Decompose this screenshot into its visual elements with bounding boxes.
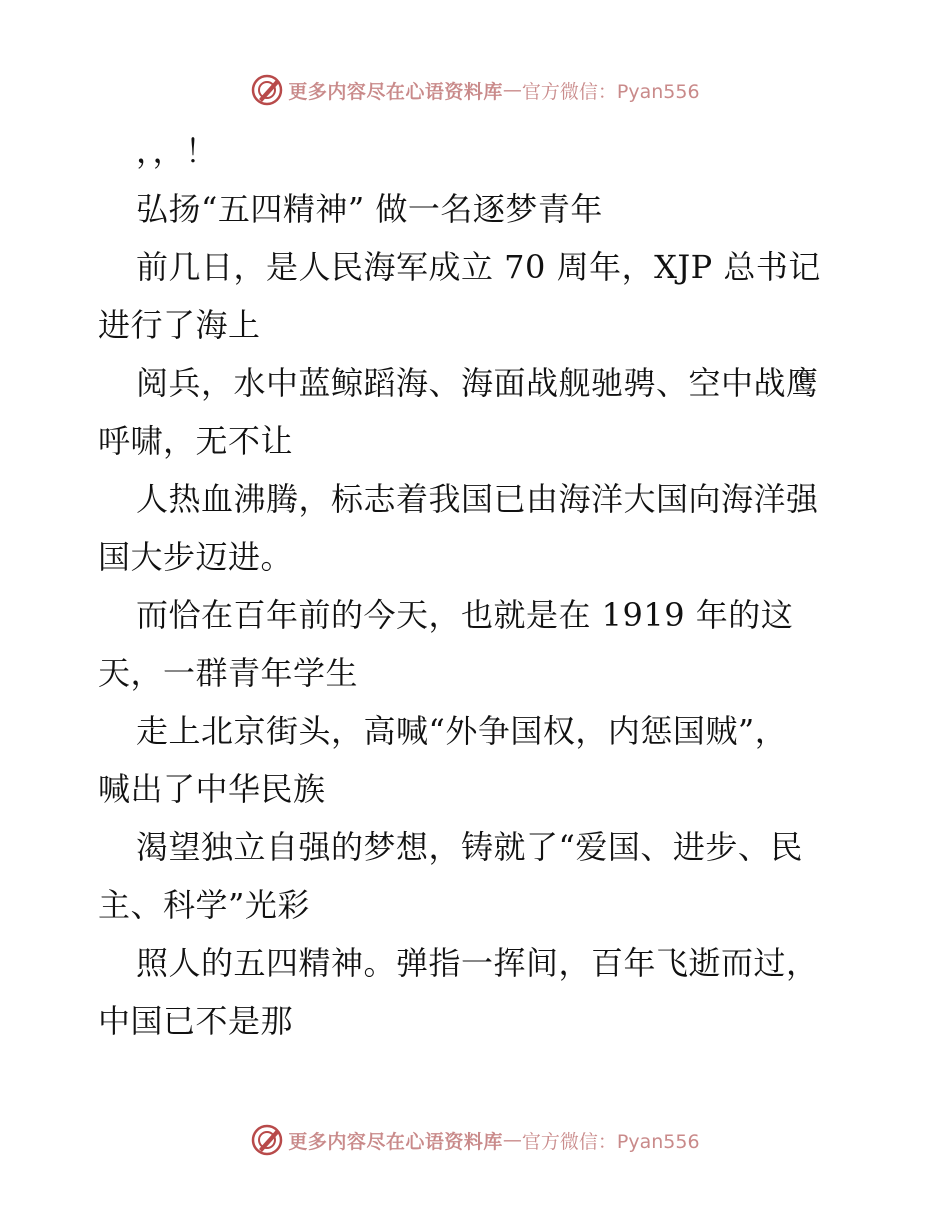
text-line: 阅兵，水中蓝鲸蹈海、海面战舰驰骋、空中战鹰 <box>136 364 819 402</box>
text-line: 呼啸，无不让 <box>98 422 294 460</box>
text-line: 渴望独立自强的梦想，铸就了“爱国、进步、民 <box>136 828 803 866</box>
header-banner <box>0 70 950 110</box>
text-line: 国大步迈进。 <box>98 538 294 576</box>
text-line: 喊出了中华民族 <box>98 770 326 808</box>
article-title: 弘扬“五四精神” 做一名逐梦青年 <box>136 190 603 228</box>
banner-wechat: 官方微信：Pyan556 <box>521 80 700 103</box>
pen-logo-icon <box>250 73 284 107</box>
text-line: 进行了海上 <box>98 306 261 344</box>
banner-separator: — <box>502 79 522 101</box>
banner-separator: — <box>502 1129 522 1151</box>
text-line: 天，一群青年学生 <box>98 654 359 692</box>
footer-banner <box>0 1120 950 1160</box>
text-line: 照人的五四精神。弹指一挥间，百年飞逝而过， <box>136 944 819 982</box>
document-body <box>98 122 858 1050</box>
banner-title: 更多内容尽在心语资料库 <box>288 80 503 103</box>
text-line: 走上北京街头，高喊“外争国权，内惩国贼”， <box>136 712 788 750</box>
banner-title: 更多内容尽在心语资料库 <box>288 1130 503 1153</box>
pen-logo-icon <box>250 1123 284 1157</box>
text-line: 中国已不是那 <box>98 1002 294 1040</box>
text-line: ，，！ <box>136 132 218 170</box>
text-line: 人热血沸腾，标志着我国已由海洋大国向海洋强 <box>136 480 819 518</box>
banner-wechat: 官方微信：Pyan556 <box>521 1130 700 1153</box>
text-line: 主、科学”光彩 <box>98 886 310 924</box>
text-line: 而恰在百年前的今天，也就是在 1919 年的这 <box>136 596 794 634</box>
text-line: 前几日，是人民海军成立 70 周年，XJP 总书记 <box>136 248 821 286</box>
